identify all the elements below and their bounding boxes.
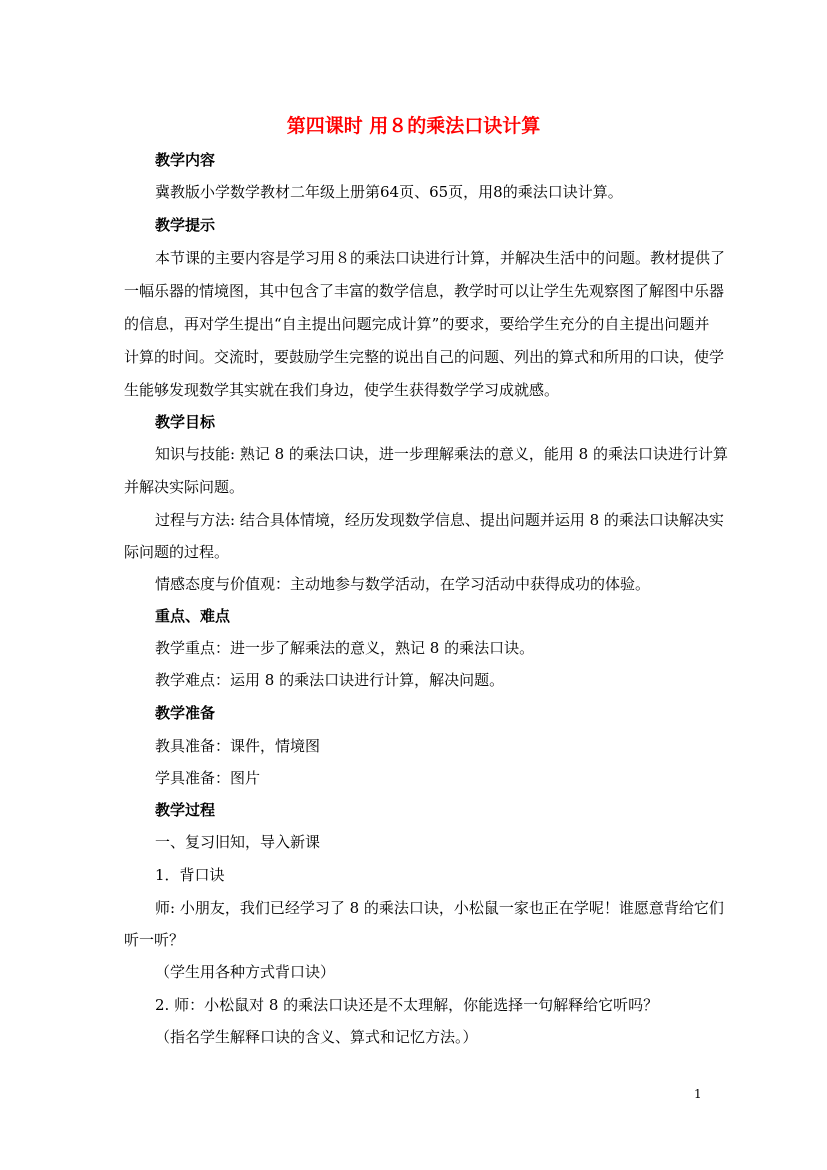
goal-knowledge: 知识与技能: 熟记 8 的乘法口诀，进一步理解乘法的意义，能用 8 的乘法口诀进行计算 <box>155 445 728 463</box>
heading-goal: 教学目标 <box>155 413 216 431</box>
prep-teacher: 教具准备：课件，情境图 <box>155 737 321 755</box>
goal-process: 过程与方法: 结合具体情境，经历发现数学信息、提出问题并运用 8 的乘法口诀解决实 <box>155 511 724 529</box>
heading-hint: 教学提示 <box>155 216 216 234</box>
page-number: 1 <box>694 1087 702 1101</box>
goal-emotion: 情感态度与价值观：主动地参与数学活动，在学习活动中获得成功的体验。 <box>155 575 651 593</box>
step-1-2-note: （指名学生解释口诀的含义、算式和记忆方法。） <box>155 1028 478 1046</box>
content-text: 冀教版小学数学教材二年级上册第64页、65页，用8的乘法口诀计算。 <box>155 183 623 201</box>
difficult-point: 教学难点：运用 8 的乘法口诀进行计算，解决问题。 <box>155 671 505 689</box>
heading-key: 重点、难点 <box>155 607 231 625</box>
heading-prep: 教学准备 <box>155 704 216 722</box>
step-1-1-note: （学生用各种方式背口诀） <box>155 963 336 981</box>
hint-line: 生能够发现数学其实就在我们身边，使学生获得数学学习成就感。 <box>124 381 560 399</box>
step-1-2: 2. 师：小松鼠对 8 的乘法口诀还是不太理解，你能选择一句解释给它听吗？ <box>155 996 659 1014</box>
heading-process: 教学过程 <box>155 801 216 819</box>
step-1-1-text: 师: 小朋友，我们已经学习了 8 的乘法口诀，小松鼠一家也正在学呢！谁愿意背给它们 <box>155 899 724 917</box>
heading-content: 教学内容 <box>155 151 216 169</box>
step-1: 一、复习旧知，导入新课 <box>155 833 321 851</box>
hint-line: 计算的时间。交流时，要鼓励学生完整的说出自己的问题、列出的算式和所用的口诀，使学 <box>124 348 725 366</box>
key-point: 教学重点：进一步了解乘法的意义，熟记 8 的乘法口诀。 <box>155 639 535 657</box>
prep-student: 学具准备：图片 <box>155 769 261 787</box>
hint-line: 一幅乐器的情境图，其中包含了丰富的数学信息，教学时可以让学生先观察图了解图中乐器 <box>124 282 725 300</box>
hint-line: 本节课的主要内容是学习用８的乘法口诀进行计算，并解决生活中的问题。教材提供了 <box>155 249 726 267</box>
goal-process-cont: 际问题的过程。 <box>124 543 230 561</box>
step-1-1: 1．背口诀 <box>155 866 225 884</box>
hint-line: 的信息，再对学生提出“自主提出问题完成计算”的要求，要给学生充分的自主提出问题并 <box>124 315 710 333</box>
page-title: 第四课时 用８的乘法口诀计算 <box>286 115 541 137</box>
goal-knowledge-cont: 并解决实际问题。 <box>124 478 245 496</box>
step-1-1-text-cont: 听一听？ <box>124 931 185 949</box>
